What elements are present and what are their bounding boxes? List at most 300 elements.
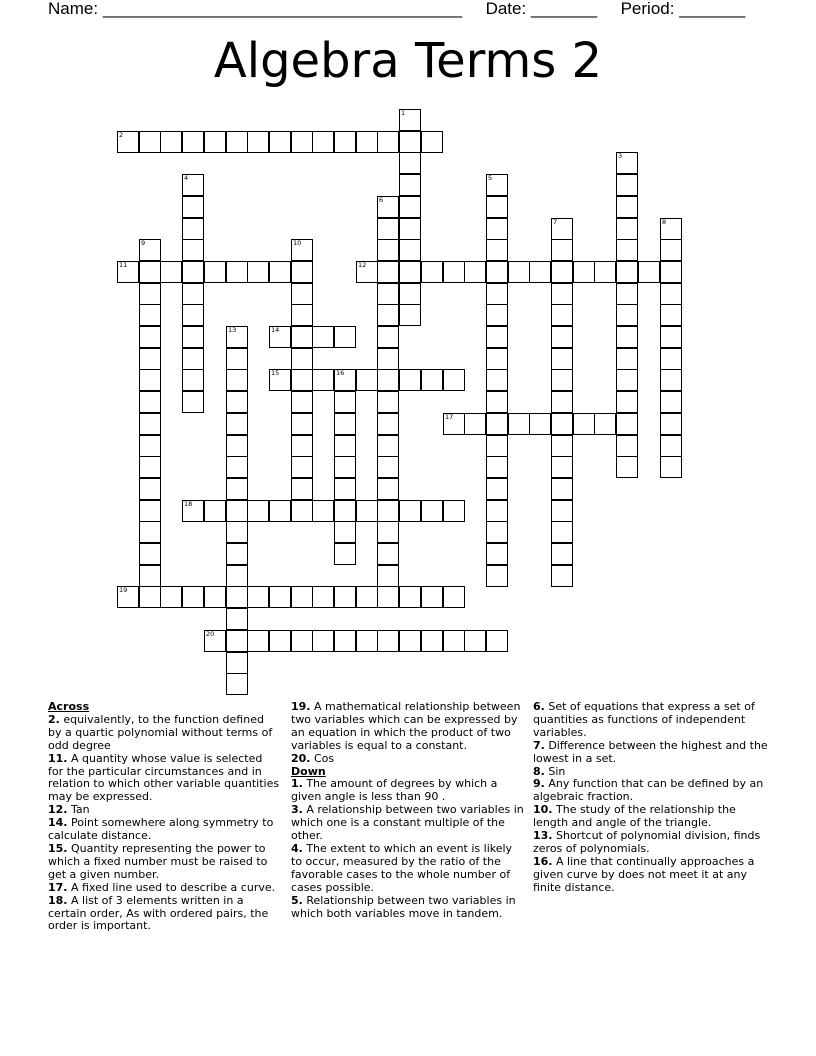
crossword-cell[interactable] — [139, 521, 161, 543]
crossword-cell[interactable] — [269, 369, 291, 391]
crossword-cell[interactable] — [551, 500, 573, 522]
crossword-cell[interactable] — [356, 500, 378, 522]
name-label: Name: — [48, 0, 99, 18]
crossword-cell[interactable] — [486, 456, 508, 478]
crossword-cell[interactable] — [551, 565, 573, 587]
crossword-cell[interactable] — [139, 478, 161, 500]
clue-text: A fixed line used to describe a curve. — [67, 880, 276, 894]
clue-number: 5. — [291, 893, 303, 907]
cell-number: 16 — [336, 369, 345, 377]
crossword-cell[interactable] — [573, 261, 595, 283]
crossword-cell[interactable] — [660, 369, 682, 391]
crossword-cell[interactable] — [334, 478, 356, 500]
clue-text: A list of 3 elements written in a certain order, As with ordered pairs, the order is important. — [48, 893, 269, 933]
crossword-cell[interactable] — [508, 261, 530, 283]
crossword-cell[interactable] — [399, 174, 421, 196]
crossword-cell[interactable] — [334, 543, 356, 565]
crossword-cell[interactable] — [551, 543, 573, 565]
crossword-cell[interactable] — [139, 369, 161, 391]
crossword-cell[interactable] — [377, 413, 399, 435]
crossword-cell[interactable] — [204, 630, 226, 652]
crossword-cell[interactable] — [421, 500, 443, 522]
crossword-cell[interactable] — [182, 326, 204, 348]
crossword-cell[interactable] — [291, 369, 313, 391]
crossword-cell[interactable] — [464, 630, 486, 652]
clue-down-4 — [291, 843, 525, 895]
crossword-cell[interactable] — [226, 435, 248, 457]
clue-text: A quantity whose value is selected for the particular circumstances and in relation to which other variable quantities may be expressed. — [48, 751, 280, 804]
crossword-cell[interactable] — [226, 565, 248, 587]
clues-column-1 — [48, 701, 280, 933]
crossword-cell[interactable] — [616, 348, 638, 370]
crossword-cell[interactable] — [269, 630, 291, 652]
crossword-cell[interactable] — [551, 391, 573, 413]
clue-across-20 — [291, 753, 525, 766]
crossword-cell[interactable] — [139, 348, 161, 370]
crossword-cell[interactable] — [399, 152, 421, 174]
crossword-cell[interactable] — [616, 283, 638, 305]
crossword-cell[interactable] — [334, 500, 356, 522]
clue-number: 14. — [48, 816, 68, 830]
clue-across-2 — [48, 714, 280, 753]
clue-number: 7. — [533, 738, 545, 752]
crossword-cell[interactable] — [139, 283, 161, 305]
crossword-cell[interactable] — [291, 500, 313, 522]
date-line[interactable]: _______ — [530, 0, 598, 18]
crossword-cell[interactable] — [291, 391, 313, 413]
crossword-cell[interactable] — [226, 630, 248, 652]
crossword-cell[interactable] — [399, 239, 421, 261]
crossword-cell[interactable] — [377, 543, 399, 565]
crossword-cell[interactable] — [551, 521, 573, 543]
crossword-cell[interactable] — [377, 456, 399, 478]
crossword-cell[interactable] — [660, 239, 682, 261]
crossword-cell[interactable] — [616, 435, 638, 457]
crossword-cell[interactable] — [377, 565, 399, 587]
crossword-cell[interactable] — [443, 369, 465, 391]
crossword-cell[interactable] — [334, 435, 356, 457]
crossword-cell[interactable] — [399, 586, 421, 608]
crossword-cell[interactable] — [464, 413, 486, 435]
crossword-cell[interactable] — [291, 326, 313, 348]
clue-text: Difference between the highest and the lowest in a set. — [533, 738, 768, 765]
crossword-cell[interactable] — [356, 261, 378, 283]
date-label: Date: — [485, 0, 527, 18]
crossword-cell[interactable] — [160, 131, 182, 153]
crossword-cell[interactable] — [616, 369, 638, 391]
crossword-cell[interactable] — [486, 413, 508, 435]
crossword-cell[interactable] — [486, 218, 508, 240]
crossword-cell[interactable] — [486, 239, 508, 261]
crossword-cell[interactable] — [660, 348, 682, 370]
clue-text: Sin — [544, 764, 566, 778]
crossword-cell[interactable] — [616, 304, 638, 326]
crossword-cell[interactable] — [182, 348, 204, 370]
crossword-cell[interactable] — [594, 261, 616, 283]
clue-text: Relationship between two variables in which both variables move in tandem. — [291, 893, 516, 920]
crossword-cell[interactable] — [421, 369, 443, 391]
cell-number: 7 — [553, 218, 558, 226]
crossword-cell[interactable] — [226, 608, 248, 630]
crossword-cell[interactable] — [616, 326, 638, 348]
crossword-cell[interactable] — [421, 586, 443, 608]
crossword-cell[interactable] — [182, 283, 204, 305]
crossword-cell[interactable] — [660, 435, 682, 457]
crossword-cell[interactable] — [291, 586, 313, 608]
crossword-cell[interactable] — [312, 131, 334, 153]
clue-across-18 — [48, 895, 280, 934]
crossword-cell[interactable] — [399, 218, 421, 240]
clue-text: The extent to which an event is likely to occur, measured by the ratio of the favorable cases to the whole number of cases possible. — [291, 841, 513, 894]
crossword-cell[interactable] — [204, 500, 226, 522]
crossword-cell[interactable] — [334, 131, 356, 153]
crossword-cell[interactable] — [334, 586, 356, 608]
crossword-cell[interactable] — [377, 131, 399, 153]
crossword-cell[interactable] — [226, 348, 248, 370]
crossword-cell[interactable] — [291, 348, 313, 370]
crossword-cell[interactable] — [377, 391, 399, 413]
crossword-cell[interactable] — [139, 543, 161, 565]
crossword-cell[interactable] — [377, 478, 399, 500]
crossword-cell[interactable] — [551, 456, 573, 478]
crossword-cell[interactable] — [594, 413, 616, 435]
crossword-cell[interactable] — [486, 369, 508, 391]
clue-number: 6. — [533, 700, 545, 713]
crossword-cell[interactable] — [139, 435, 161, 457]
crossword-cell[interactable] — [551, 283, 573, 305]
crossword-cell[interactable] — [291, 413, 313, 435]
crossword-cell[interactable] — [291, 131, 313, 153]
clue-number: 16. — [533, 854, 553, 868]
crossword-cell[interactable] — [377, 239, 399, 261]
crossword-cell[interactable] — [399, 196, 421, 218]
crossword-cell[interactable] — [551, 261, 573, 283]
crossword-cell[interactable] — [139, 456, 161, 478]
clue-number: 8. — [533, 764, 545, 778]
cell-number: 2 — [119, 131, 124, 139]
crossword-cell[interactable] — [377, 326, 399, 348]
clue-number: 20. — [291, 751, 311, 765]
crossword-cell[interactable] — [160, 586, 182, 608]
cell-number: 9 — [141, 239, 146, 247]
crossword-cell[interactable] — [312, 369, 334, 391]
crossword-cell[interactable] — [291, 283, 313, 305]
crossword-cell[interactable] — [334, 630, 356, 652]
crossword-cell[interactable] — [443, 261, 465, 283]
clue-across-14 — [48, 817, 280, 843]
crossword-cell[interactable] — [377, 283, 399, 305]
crossword-cell[interactable] — [182, 369, 204, 391]
crossword-cell[interactable] — [616, 174, 638, 196]
crossword-cell[interactable] — [551, 326, 573, 348]
crossword-cell[interactable] — [377, 196, 399, 218]
crossword-cell[interactable] — [486, 174, 508, 196]
crossword-cell[interactable] — [486, 196, 508, 218]
crossword-cell[interactable] — [139, 131, 161, 153]
crossword-cell[interactable] — [182, 500, 204, 522]
crossword-cell[interactable] — [356, 369, 378, 391]
crossword-cell[interactable] — [226, 673, 248, 695]
clue-text: Cos — [310, 751, 335, 765]
crossword-cell[interactable] — [616, 261, 638, 283]
crossword-cell[interactable] — [182, 261, 204, 283]
crossword-cell[interactable] — [312, 630, 334, 652]
crossword-cell[interactable] — [660, 326, 682, 348]
crossword-cell[interactable] — [117, 586, 139, 608]
crossword-cell[interactable] — [660, 456, 682, 478]
crossword-cell[interactable] — [551, 304, 573, 326]
crossword-cell[interactable] — [508, 413, 530, 435]
crossword-cell[interactable] — [291, 456, 313, 478]
crossword-cell[interactable] — [616, 239, 638, 261]
crossword-cell[interactable] — [486, 391, 508, 413]
crossword-cell[interactable] — [334, 413, 356, 435]
cell-number: 10 — [293, 239, 302, 247]
crossword-cell[interactable] — [616, 413, 638, 435]
crossword-cell[interactable] — [377, 630, 399, 652]
crossword-cell[interactable] — [616, 218, 638, 240]
crossword-cell[interactable] — [226, 326, 248, 348]
crossword-cell[interactable] — [399, 109, 421, 131]
crossword-cell[interactable] — [660, 218, 682, 240]
crossword-cell[interactable] — [377, 304, 399, 326]
name-line[interactable]: ______________________________________ — [102, 0, 463, 18]
crossword-cell[interactable] — [616, 196, 638, 218]
crossword-cell[interactable] — [443, 413, 465, 435]
crossword-cell[interactable] — [139, 413, 161, 435]
crossword-cell[interactable] — [182, 131, 204, 153]
crossword-cell[interactable] — [182, 304, 204, 326]
crossword-cell[interactable] — [312, 500, 334, 522]
crossword-cell[interactable] — [660, 304, 682, 326]
crossword-cell[interactable] — [226, 478, 248, 500]
crossword-cell[interactable] — [204, 586, 226, 608]
crossword-cell[interactable] — [660, 413, 682, 435]
crossword-cell[interactable] — [291, 239, 313, 261]
crossword-cell[interactable] — [399, 630, 421, 652]
crossword-cell[interactable] — [312, 586, 334, 608]
crossword-cell[interactable] — [204, 131, 226, 153]
crossword-cell[interactable] — [334, 369, 356, 391]
crossword-cell[interactable] — [486, 630, 508, 652]
crossword-cell[interactable] — [182, 174, 204, 196]
cell-number: 12 — [358, 261, 367, 269]
crossword-cell[interactable] — [139, 261, 161, 283]
crossword-cell[interactable] — [312, 326, 334, 348]
crossword-cell[interactable] — [291, 478, 313, 500]
crossword-cell[interactable] — [269, 500, 291, 522]
crossword-cell[interactable] — [269, 586, 291, 608]
cell-number: 6 — [379, 196, 384, 204]
crossword-cell[interactable] — [529, 413, 551, 435]
crossword-cell[interactable] — [551, 478, 573, 500]
crossword-cell[interactable] — [421, 131, 443, 153]
cell-number: 20 — [206, 630, 215, 638]
clue-down-5 — [291, 895, 525, 921]
cell-number: 18 — [184, 500, 193, 508]
crossword-cell[interactable] — [616, 456, 638, 478]
crossword-cell[interactable] — [226, 652, 248, 674]
crossword-cell[interactable] — [443, 500, 465, 522]
crossword-cell[interactable] — [486, 283, 508, 305]
crossword-cell[interactable] — [421, 630, 443, 652]
cell-number: 17 — [445, 413, 454, 421]
clue-text: A relationship between two variables in which one is a constant multiple of the other. — [291, 803, 524, 843]
crossword-cell[interactable] — [247, 586, 269, 608]
crossword-cell[interactable] — [139, 586, 161, 608]
clue-number: 2. — [48, 712, 60, 726]
clue-text: A mathematical relationship between two variables which can be expressed by an equation in which the product of two variables is equal to a constant. — [291, 700, 521, 752]
crossword-cell[interactable] — [226, 500, 248, 522]
crossword-cell[interactable] — [247, 261, 269, 283]
crossword-cell[interactable] — [226, 413, 248, 435]
crossword-cell[interactable] — [551, 348, 573, 370]
crossword-cell[interactable] — [377, 521, 399, 543]
clue-number: 4. — [291, 841, 303, 855]
crossword-cell[interactable] — [139, 391, 161, 413]
crossword-cell[interactable] — [638, 261, 660, 283]
crossword-cell[interactable] — [139, 326, 161, 348]
crossword-cell[interactable] — [356, 586, 378, 608]
clue-text: Any function that can be defined by an algebraic fraction. — [533, 777, 764, 804]
crossword-cell[interactable] — [291, 304, 313, 326]
crossword-cell[interactable] — [356, 131, 378, 153]
crossword-cell[interactable] — [399, 500, 421, 522]
crossword-cell[interactable] — [551, 369, 573, 391]
crossword-cell[interactable] — [334, 326, 356, 348]
crossword-cell[interactable] — [182, 586, 204, 608]
crossword-cell[interactable] — [399, 131, 421, 153]
crossword-cell[interactable] — [616, 391, 638, 413]
crossword-cell[interactable] — [377, 435, 399, 457]
clue-down-6 — [533, 701, 773, 740]
clue-text: The study of the relationship the length and angle of the triangle. — [533, 803, 736, 830]
crossword-cell[interactable] — [660, 391, 682, 413]
crossword-cell[interactable] — [377, 586, 399, 608]
crossword-cell[interactable] — [226, 521, 248, 543]
crossword-cell[interactable] — [551, 218, 573, 240]
crossword-cell[interactable] — [182, 391, 204, 413]
crossword-cell[interactable] — [377, 218, 399, 240]
crossword-cell[interactable] — [377, 348, 399, 370]
clue-number: 12. — [48, 803, 68, 817]
crossword-cell[interactable] — [117, 261, 139, 283]
crossword-cell[interactable] — [226, 456, 248, 478]
clue-down-9 — [533, 778, 773, 804]
cell-number: 5 — [488, 174, 493, 182]
crossword-cell[interactable] — [486, 521, 508, 543]
crossword-cell[interactable] — [551, 413, 573, 435]
crossword-cell[interactable] — [399, 261, 421, 283]
crossword-cell[interactable] — [660, 261, 682, 283]
crossword-cell[interactable] — [269, 131, 291, 153]
crossword-cell[interactable] — [486, 326, 508, 348]
crossword-cell[interactable] — [182, 239, 204, 261]
crossword-cell[interactable] — [226, 261, 248, 283]
crossword-cell[interactable] — [269, 261, 291, 283]
crossword-cell[interactable] — [226, 131, 248, 153]
crossword-cell[interactable] — [377, 261, 399, 283]
crossword-cell[interactable] — [486, 500, 508, 522]
crossword-cell[interactable] — [486, 304, 508, 326]
crossword-cell[interactable] — [551, 435, 573, 457]
crossword-cell[interactable] — [117, 131, 139, 153]
crossword-cell[interactable] — [247, 131, 269, 153]
crossword-cell[interactable] — [377, 500, 399, 522]
crossword-cell[interactable] — [443, 630, 465, 652]
crossword-cell[interactable] — [291, 261, 313, 283]
crossword-cell[interactable] — [660, 283, 682, 305]
crossword-cell[interactable] — [226, 586, 248, 608]
crossword-cell[interactable] — [226, 543, 248, 565]
crossword-cell[interactable] — [269, 326, 291, 348]
period-line[interactable]: _______ — [679, 0, 746, 18]
clue-down-1 — [291, 778, 525, 804]
clue-number: 17. — [48, 880, 68, 894]
crossword-cell[interactable] — [356, 630, 378, 652]
crossword-cell[interactable] — [399, 369, 421, 391]
clue-number: 15. — [48, 841, 68, 855]
crossword-cell[interactable] — [377, 369, 399, 391]
clue-down-10 — [533, 804, 773, 830]
crossword-cell[interactable] — [182, 218, 204, 240]
crossword-cell[interactable] — [486, 261, 508, 283]
crossword-cell[interactable] — [486, 348, 508, 370]
clue-number: 1. — [291, 777, 303, 791]
crossword-cell[interactable] — [334, 391, 356, 413]
crossword-cell[interactable] — [160, 261, 182, 283]
crossword-cell[interactable] — [247, 630, 269, 652]
crossword-cell[interactable] — [226, 369, 248, 391]
cell-number: 19 — [119, 586, 128, 594]
clue-across-11 — [48, 753, 280, 805]
crossword-cell[interactable] — [247, 500, 269, 522]
crossword-cell[interactable] — [486, 435, 508, 457]
clue-down-13 — [533, 830, 773, 856]
crossword-cell[interactable] — [443, 586, 465, 608]
crossword-cell[interactable] — [464, 261, 486, 283]
clue-down-3 — [291, 804, 525, 843]
crossword-cell[interactable] — [486, 543, 508, 565]
crossword-cell[interactable] — [334, 521, 356, 543]
crossword-cell[interactable] — [486, 565, 508, 587]
crossword-cell[interactable] — [529, 261, 551, 283]
crossword-cell[interactable] — [421, 261, 443, 283]
crossword-cell[interactable] — [226, 391, 248, 413]
page-title: Algebra Terms 2 — [213, 33, 603, 89]
crossword-cell[interactable] — [291, 630, 313, 652]
clue-text: equivalently, to the function defined by a quartic polynomial without terms of odd degree — [48, 712, 273, 752]
crossword-cell[interactable] — [139, 304, 161, 326]
clue-number: 19. — [291, 700, 311, 713]
crossword-cell[interactable] — [291, 435, 313, 457]
crossword-cell[interactable] — [573, 413, 595, 435]
crossword-cell[interactable] — [486, 478, 508, 500]
clue-across-19 — [291, 701, 525, 753]
crossword-cell[interactable] — [399, 304, 421, 326]
crossword-cell[interactable] — [139, 239, 161, 261]
crossword-cell[interactable] — [616, 152, 638, 174]
clue-down-7 — [533, 740, 773, 766]
crossword-cell[interactable] — [399, 283, 421, 305]
cell-number: 1 — [401, 109, 406, 117]
crossword-cell[interactable] — [139, 500, 161, 522]
crossword-cell[interactable] — [204, 261, 226, 283]
crossword-cell[interactable] — [139, 565, 161, 587]
crossword-cell[interactable] — [551, 239, 573, 261]
crossword-cell[interactable] — [334, 456, 356, 478]
crossword-cell[interactable] — [182, 196, 204, 218]
